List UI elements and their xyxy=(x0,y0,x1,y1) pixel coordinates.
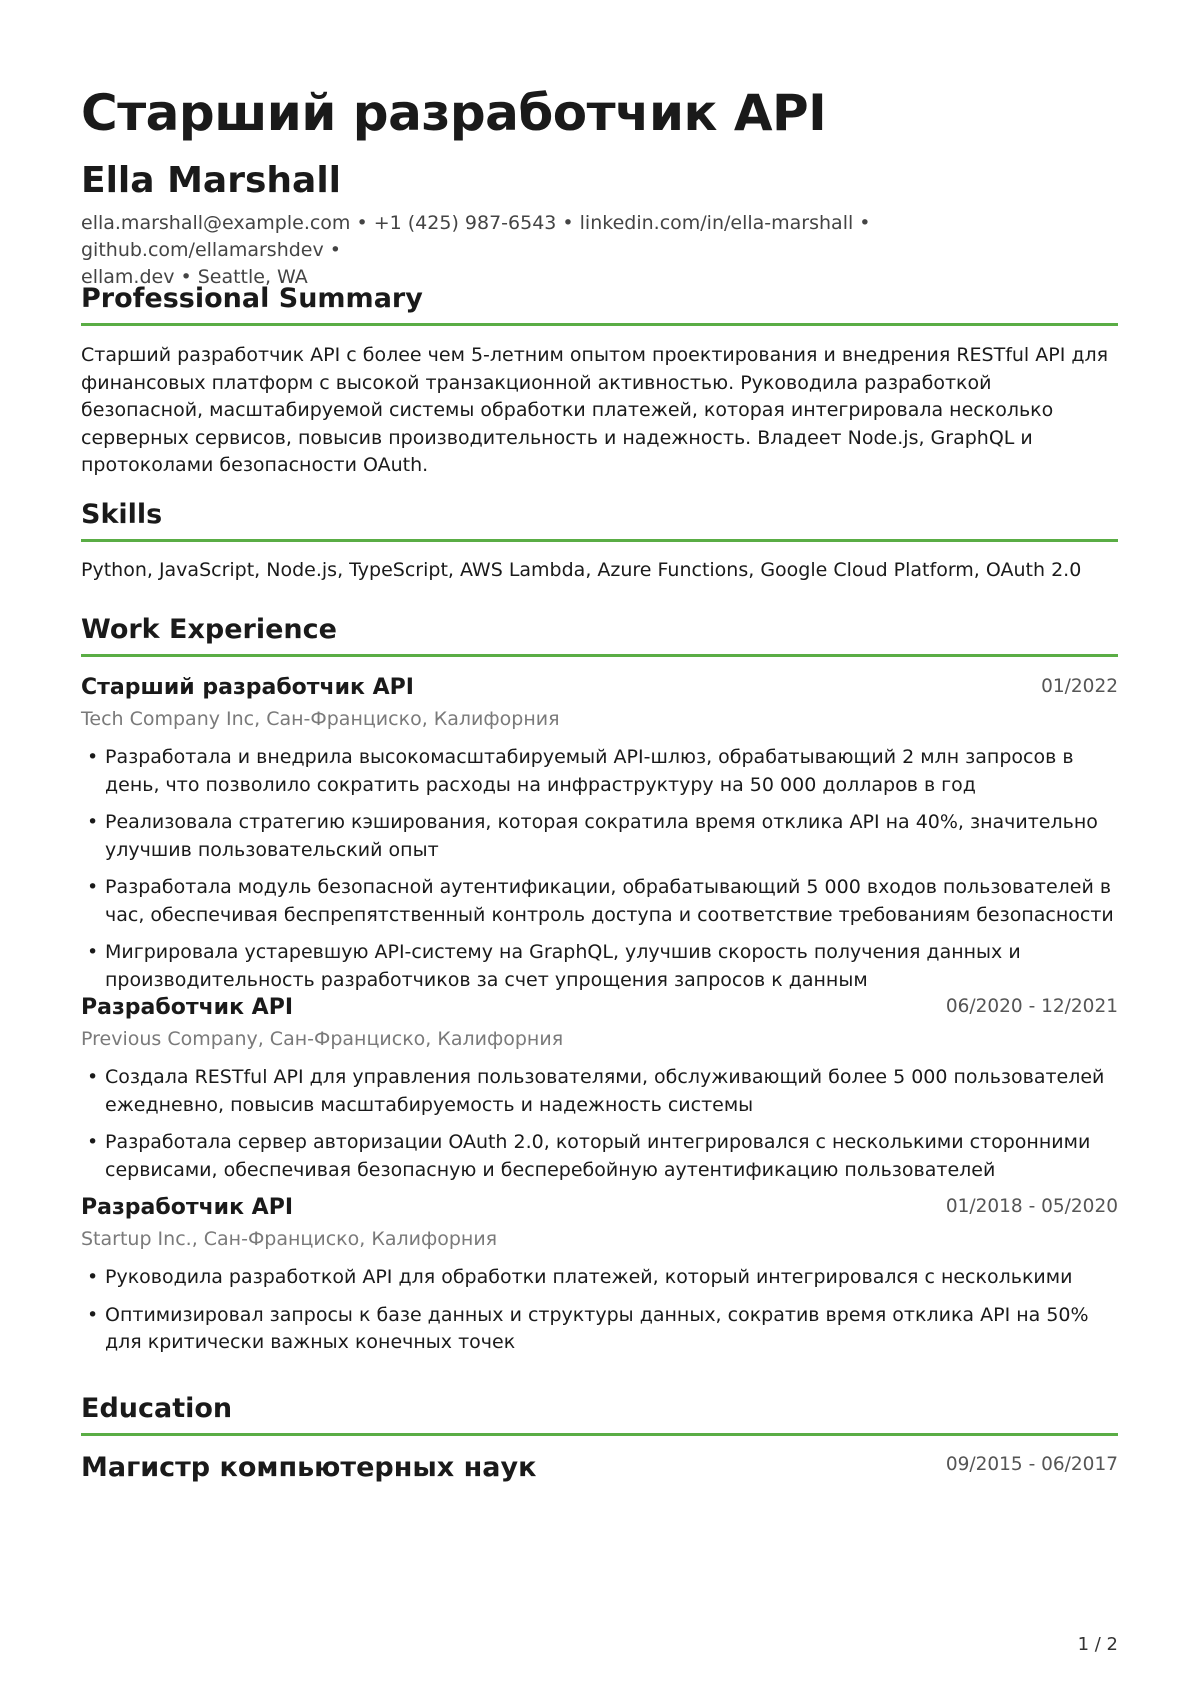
job-bullets xyxy=(81,744,1118,1004)
job-title: Старший разработчик API xyxy=(81,675,414,700)
summary-heading: Professional Summary xyxy=(81,283,423,314)
job-date: 01/2022 xyxy=(1041,676,1118,697)
education-heading: Education xyxy=(81,1393,233,1424)
bullet-item: • Создала RESTful API для управления пользователями, обслуживающий более 5 000 пользователей ежедневно, повысив масштабируемость и надежность системы xyxy=(81,1064,1118,1119)
skills-heading: Skills xyxy=(81,499,163,530)
job-company: Startup Inc., Сан-Франциско, Калифорния xyxy=(81,1228,498,1250)
job-title: Разработчик API xyxy=(81,995,294,1020)
bullet-item: • Реализовала стратегию кэширования, которая сократила время отклика API на 40%, значительно улучшив пользовательский опыт xyxy=(81,809,1118,864)
section-divider xyxy=(81,323,1118,326)
section-divider xyxy=(81,539,1118,542)
job-date: 06/2020 - 12/2021 xyxy=(945,996,1118,1017)
bullet-item: • Разработала и внедрила высокомасштабируемый API-шлюз, обрабатывающий 2 млн запросов в день, что позволило сократить расходы на инфраструктуру на 50 000 долларов в год xyxy=(81,744,1118,799)
summary-text: Старший разработчик API с более чем 5-летним опытом проектирования и внедрения RESTful API для финансовых платформ с высокой транзакционной активностью. Руководила разработкой безопасной, масштабируемой системы обработки платежей, которая интегрировала несколько серверных сервисов, повысив производительность и надежность. Владеет Node.js, GraphQL и протоколами безопасности OAuth. xyxy=(81,344,1109,476)
job-company: Previous Company, Сан-Франциско, Калифорния xyxy=(81,1028,564,1050)
resume-title: Старший разработчик API xyxy=(81,84,827,142)
job-company: Tech Company Inc, Сан-Франциско, Калифорния xyxy=(81,708,560,730)
section-divider xyxy=(81,1433,1118,1436)
contact-line: ellam.dev • Seattle, WA xyxy=(81,266,308,288)
job-bullets xyxy=(81,1064,1118,1194)
page-number: 1 / 2 xyxy=(1077,1634,1118,1655)
education-date: 09/2015 - 06/2017 xyxy=(945,1454,1118,1475)
bullet-item: • Разработала сервер авторизации OAuth 2.0, который интегрировался с несколькими сторонними сервисами, обеспечивая безопасную и бесперебойную аутентификацию пользователей xyxy=(81,1129,1118,1184)
job-date: 01/2018 - 05/2020 xyxy=(945,1196,1118,1217)
bullet-item: • Мигрировала устаревшую API-систему на GraphQL, улучшив скорость получения данных и производительность разработчиков за счет упрощения запросов к данным xyxy=(81,939,1118,994)
bullet-item: • Разработала модуль безопасной аутентификации, обрабатывающий 5 000 входов пользователей в час, обеспечивая беспрепятственный контроль доступа и соответствие требованиям безопасности xyxy=(81,874,1118,929)
skills-text: Python, JavaScript, Node.js, TypeScript, AWS Lambda, Azure Functions, Google Cloud Platform, OAuth 2.0 xyxy=(81,559,1082,581)
contact-info xyxy=(81,210,1118,291)
contact-line: ella.marshall@example.com • +1 (425) 987-6543 • linkedin.com/in/ella-marshall • github.com/ellamarshdev • xyxy=(81,212,871,261)
job-bullets xyxy=(81,1264,1118,1367)
bullet-item: • Оптимизировал запросы к базе данных и структуры данных, сократив время отклика API на 50% для критически важных конечных точек xyxy=(81,1302,1118,1357)
degree-title: Магистр компьютерных наук xyxy=(81,1452,537,1483)
bullet-item: • Руководила разработкой API для обработки платежей, который интегрировался с несколькими xyxy=(81,1264,1118,1292)
experience-heading: Work Experience xyxy=(81,614,337,645)
section-divider xyxy=(81,654,1118,657)
candidate-name: Ella Marshall xyxy=(81,160,341,201)
job-title: Разработчик API xyxy=(81,1195,294,1220)
